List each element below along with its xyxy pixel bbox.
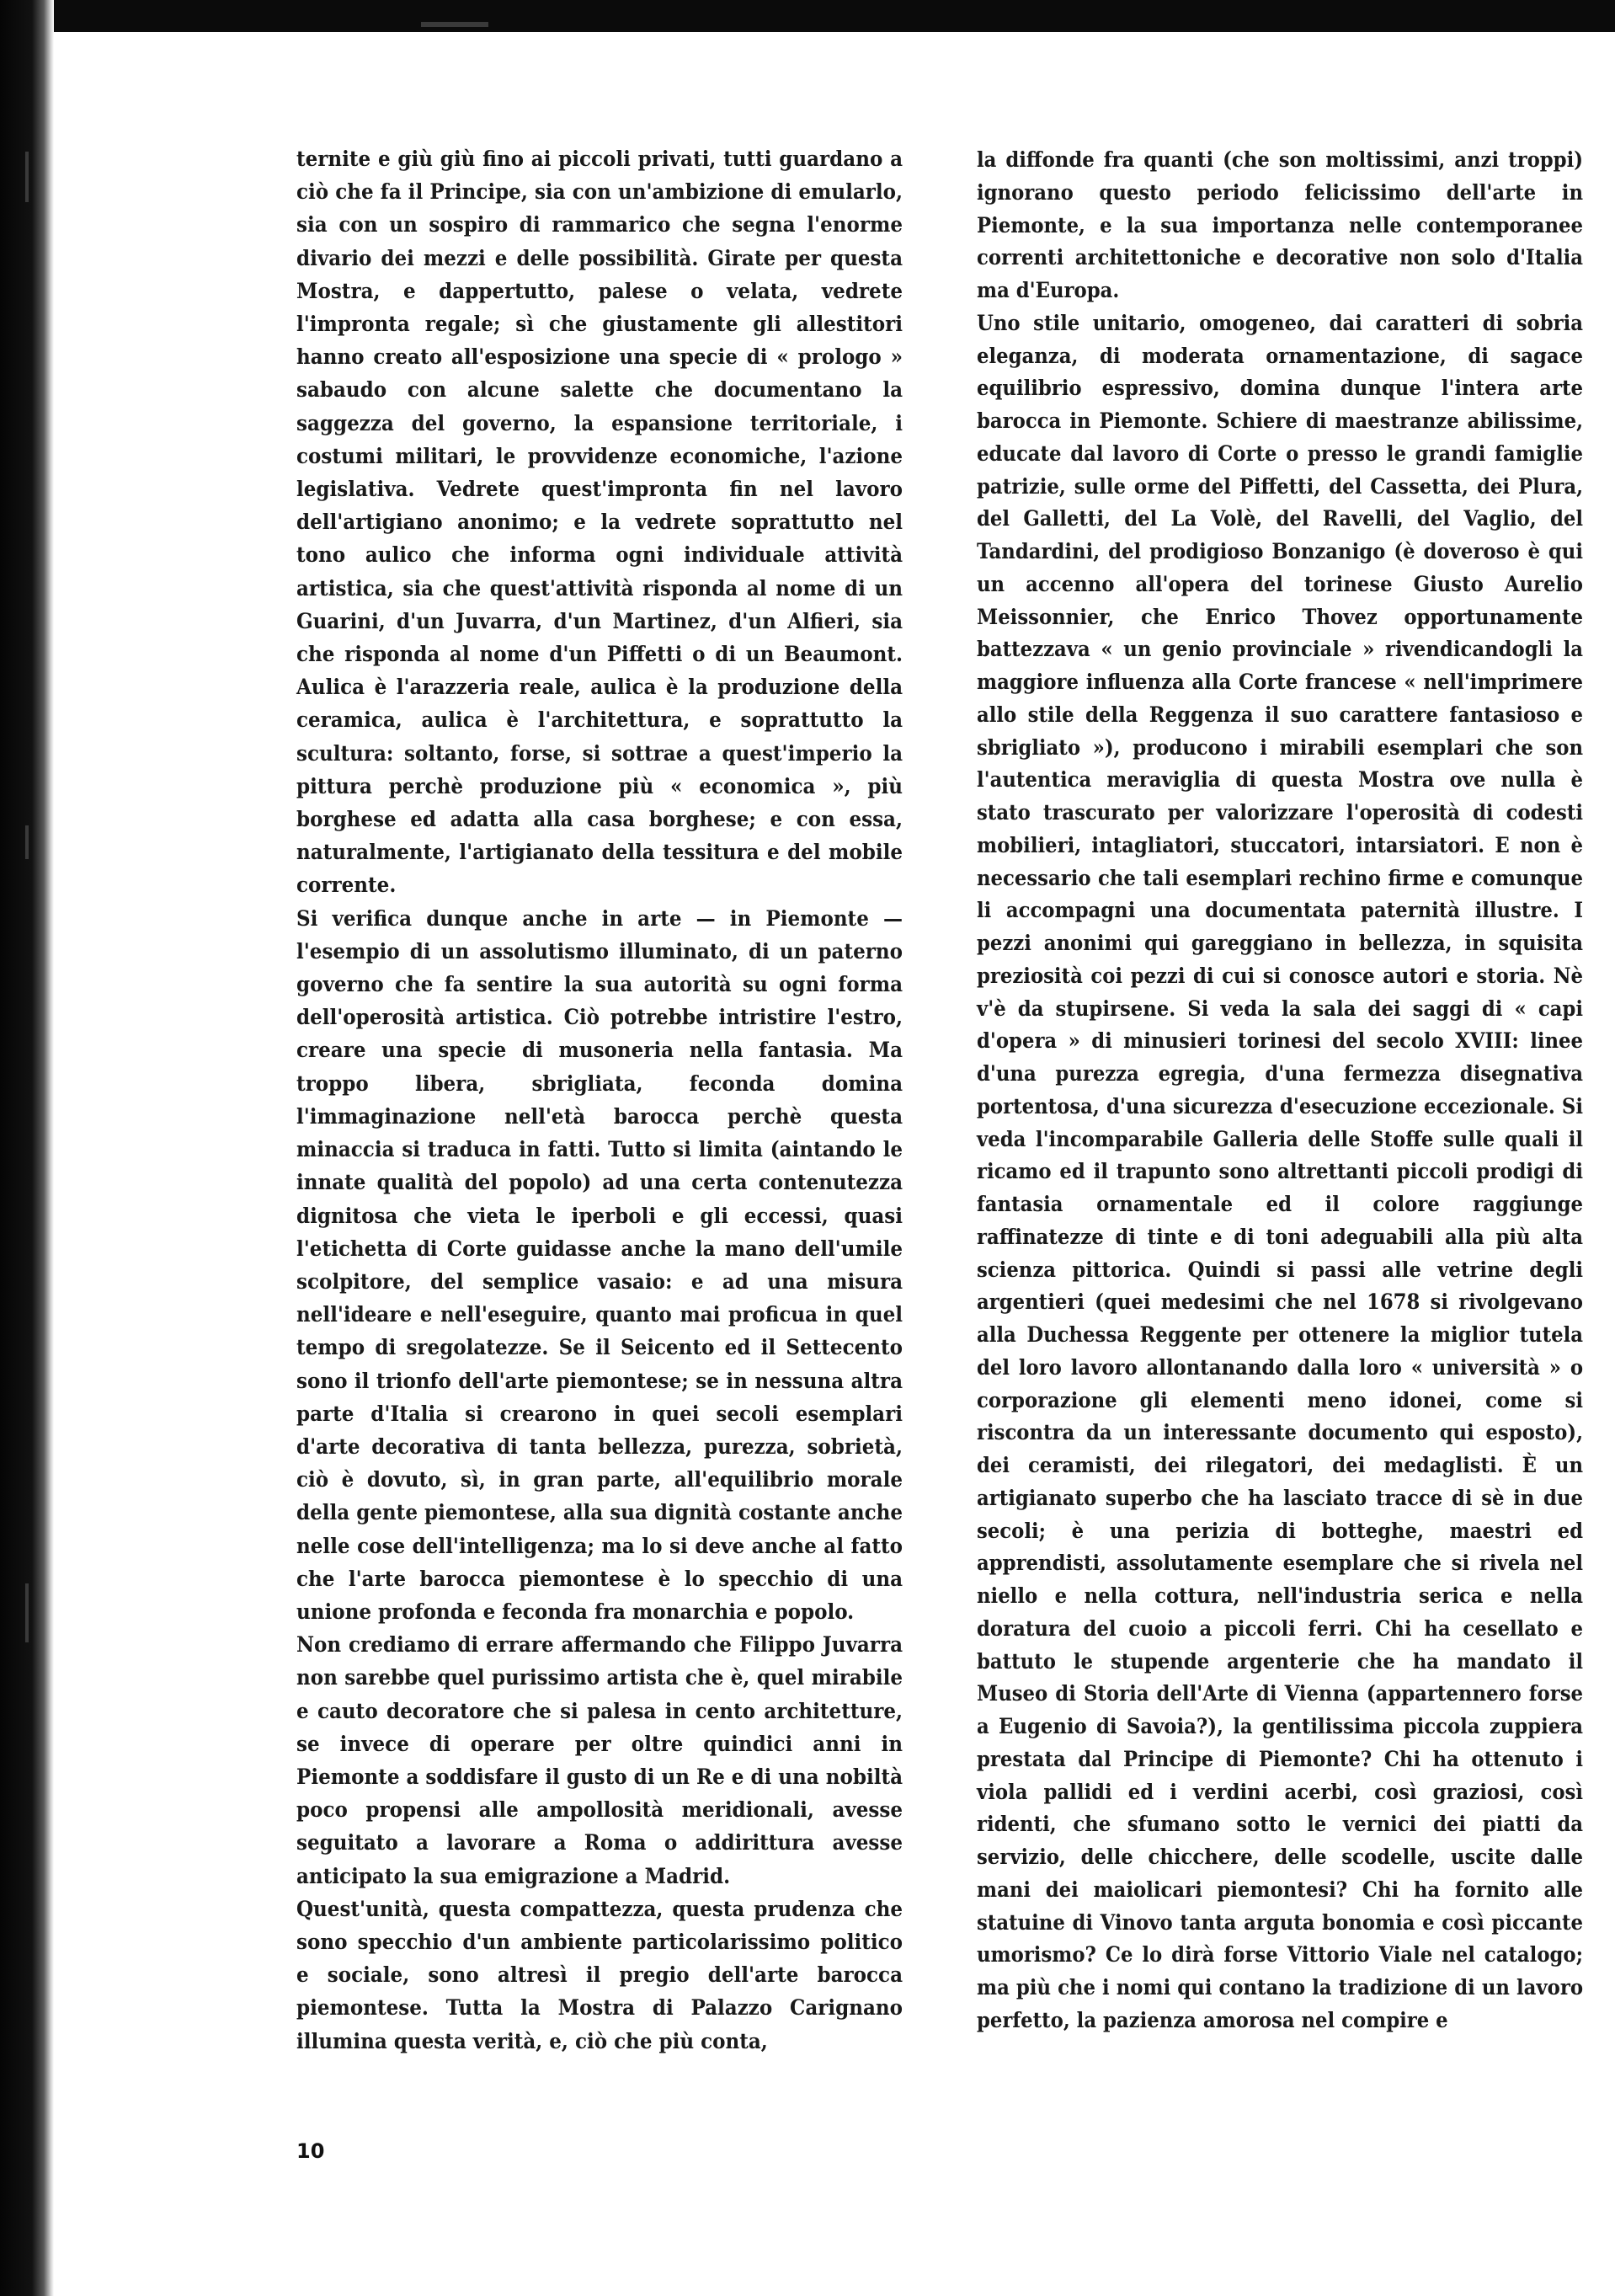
scan-left-streak xyxy=(25,825,29,859)
left-text-column xyxy=(296,143,903,2058)
paragraph: Uno stile unitario, omogeneo, dai caratteri di sobria eleganza, di moderata ornamentazione, di sagace equilibrio espressivo, domina dunque l'intera arte barocca in Piemonte. Schiere di maestranze abilissime, educate dal lavoro di Corte o presso le grandi famiglie patrizie, sulle orme del Piffetti, del Cassetta, dei Plura, del Galletti, del La Volè, del Ravelli, del Vaglio, del Tandardini, del prodigioso Bonzanigo (è doveroso è qui un accenno all'opera del torinese Giusto Aurelio Meissonnier, che Enrico Thovez opportunamente battezzava « un genio provinciale » rivendicandogli la maggiore influenza alla Corte francese « nell'imprimere allo stile della Reggenza il suo carattere fantasioso e sbrigliato »), producono i mirabili esemplari che son l'autentica meraviglia di questa Mostra ove nulla è stato trascurato per valorizzare l'operosità di codesti mobilieri, intagliatori, stuccatori, intarsiatori. E non è necessario che tali esemplari rechino firme e comunque li accompagni una documentata paternità illustre. I pezzi anonimi qui gareggiano in bellezza, in squisita preziosità coi pezzi di cui si conosce autori e storia. Nè v'è da stupirsene. Si veda la sala dei saggi di « capi d'opera » di minusieri torinesi del secolo XVIII: linee d'una purezza egregia, d'una fermezza disegnativa portentosa, d'una sicurezza d'esecuzione eccezionale. Si veda l'incomparabile Galleria delle Stoffe sulle quali il ricamo ed il trapunto sono altrettanti piccoli prodigi di fantasia ornamentale ed il colore raggiunge raffinatezze di tinte e di toni adeguabili alla più alta scienza pittorica. Quindi si passi alle vetrine degli argentieri (quei medesimi che nel 1678 si rivolgevano alla Duchessa Reggente per ottenere la miglior tutela del loro lavoro allontanando dalla loro « università » o corporazione gli elementi meno idonei, come si riscontra da un interessante documento qui esposto), dei ceramisti, dei rilegatori, dei medaglisti. È un artigianato superbo che ha lasciato tracce di sè in due secoli; è una perizia di botteghe, maestri ed apprendisti, assolutamente esemplare che si rivela nel niello e nella cottura, nell'industria serica e nella doratura del cuoio a piccoli ferri. Chi ha cesellato e battuto le stupende argenterie che ha mandato il Museo di Storia dell'Arte di Vienna (appartennero forse a Eugenio di Savoia?), la gentilissima piccola zuppiera prestata dal Principe di Piemonte? Chi ha ottenuto i viola pallidi ed i verdini acerbi, così graziosi, così ridenti, che sfumano sotto le vernici dei piatti da servizio, delle chicchere, delle scodelle, uscite dalle mani dei maiolicari piemontesi? Chi ha fornito alle statuine di Vinovo tanta arguta bonomia e così piccante umorismo? Ce lo dirà forse Vittorio Viale nel catalogo; ma più che i nomi qui contano la tradizione di un lavoro perfetto, la pazienza amorosa nel compire e xyxy=(977,309,1583,2032)
page-number: 10 xyxy=(296,2139,325,2163)
right-text-column xyxy=(977,143,1583,2037)
paragraph: Quest'unità, questa compattezza, questa prudenza che sono specchio d'un ambiente particolarissimo politico e sociale, sono altresì il pregio dell'arte barocca piemontese. Tutta la Mostra di Palazzo Carignano illumina questa verità, e, ciò che più conta, xyxy=(296,1896,903,2054)
scan-left-border xyxy=(0,0,54,2296)
scan-top-notch xyxy=(421,22,488,27)
scan-left-streak xyxy=(25,152,29,202)
paragraph: Non crediamo di errare affermando che Filippo Juvarra non sarebbe quel purissimo artista che è, quel mirabile e cauto decoratore che si palesa in cento architetture, se invece di operare per oltre quindici anni in Piemonte a soddisfare il gusto di un Re e di una nobiltà poco propensi alle ampollosità meridionali, avesse seguitato a lavorare a Roma o addirittura avesse anticipato la sua emigrazione a Madrid. xyxy=(296,1632,903,1889)
scan-left-streak xyxy=(25,1583,29,1642)
scan-top-border xyxy=(0,0,1615,32)
paragraph: la diffonde fra quanti (che son moltissimi, anzi troppi) ignorano questo periodo felicissimo dell'arte in Piemonte, e la sua importanza nelle contemporanee correnti architettoniche e decorative non solo d'Italia ma d'Europa. xyxy=(977,147,1583,302)
paragraph: ternite e giù giù fino ai piccoli privati, tutti guardano a ciò che fa il Principe, sia con un'ambizione di emularlo, sia con un sospiro di rammarico che segna l'enorme divario dei mezzi e delle possibilità. Girate per questa Mostra, e dappertutto, palese o velata, vedrete l'impronta regale; sì che giustamente gli allestitori hanno creato all'esposizione una specie di « prologo » sabaudo con alcune salette che documentano la saggezza del governo, la espansione territoriale, i costumi militari, le provvidenze economiche, l'azione legislativa. Vedrete quest'impronta fin nel lavoro dell'artigiano anonimo; e la vedrete soprattutto nel tono aulico che informa ogni individuale attività artistica, sia che quest'attività risponda al nome di un Guarini, d'un Juvarra, d'un Martinez, d'un Alfieri, sia che risponda al nome d'un Piffetti o di un Beaumont. Aulica è l'arazzeria reale, aulica è la produzione della ceramica, aulica è l'architettura, e soprattutto la scultura: soltanto, forse, si sottrae a quest'imperio la pittura perchè produzione più « economica », più borghese ed adatta alla casa borghese; e con essa, naturalmente, l'artigianato della tessitura e del mobile corrente. xyxy=(296,147,903,899)
paragraph: Si verifica dunque anche in arte — in Piemonte — l'esempio di un assolutismo illuminato, di un paterno governo che fa sentire la sua autorità su ogni forma dell'operosità artistica. Ciò potrebbe intristire l'estro, creare una specie di musoneria nella fantasia. Ma troppo libera, sbrigliata, feconda domina l'immaginazione nell'età barocca perchè questa minaccia si traduca in fatti. Tutto si limita (aintando le innate qualità del popolo) ad una certa contenutezza dignitosa che vieta le iperboli e gli eccessi, quasi l'etichetta di Corte guidasse anche la mano dell'umile scolpitore, del semplice vasaio: e ad una misura nell'ideare e nell'eseguire, quanto mai proficua in quel tempo di sregolatezze. Se il Seicento ed il Settecento sono il trionfo dell'arte piemontese; se in nessuna altra parte d'Italia si crearono in quei secoli esemplari d'arte decorativa di tanta bellezza, purezza, sobrietà, ciò è dovuto, sì, in gran parte, all'equilibrio morale della gente piemontese, alla sua dignità costante anche nelle cose dell'intelligenza; ma lo si deve anche al fatto che l'arte barocca piemontese è lo specchio di una unione profonda e feconda fra monarchia e popolo. xyxy=(296,905,903,1625)
